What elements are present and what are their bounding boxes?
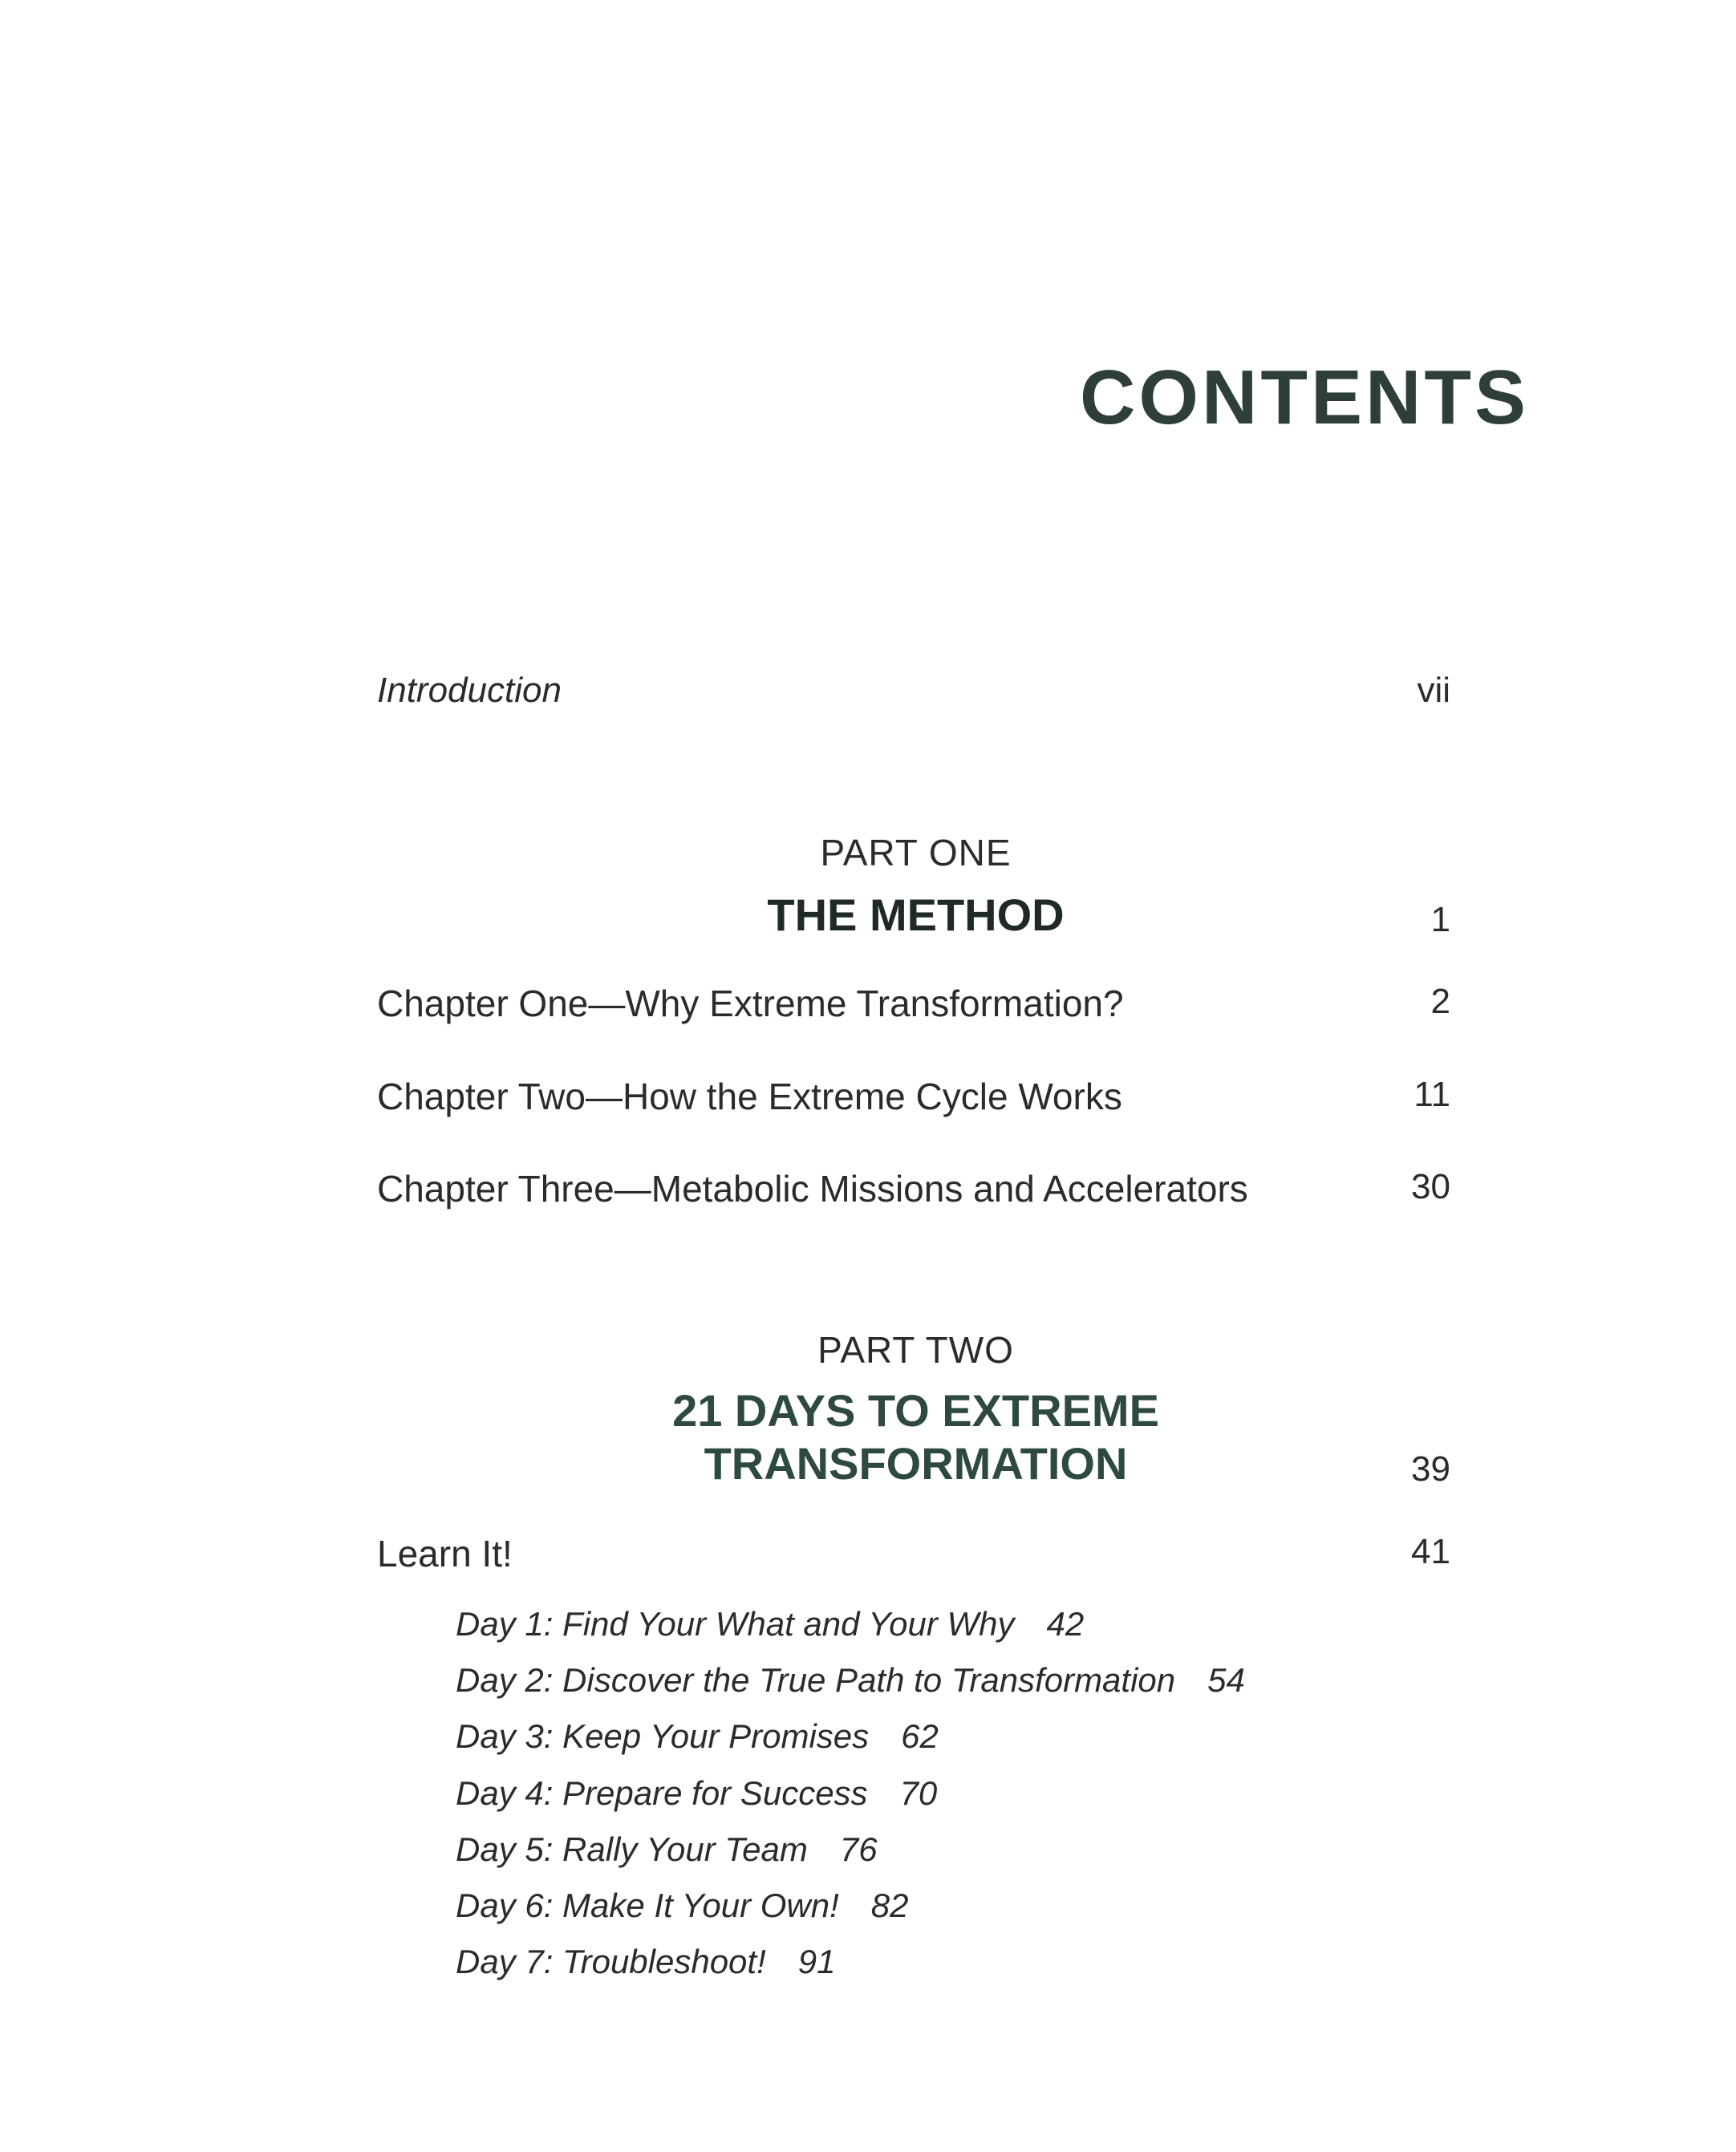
day-page: 42 — [1046, 1605, 1085, 1643]
day-entry — [456, 1596, 1245, 1652]
day-page: 76 — [839, 1830, 878, 1868]
chapter-three-entry: Chapter Three—Metabolic Missions and Accelerators — [377, 1168, 1248, 1210]
day-page: 82 — [870, 1886, 909, 1924]
day-label: Day 6: Make It Your Own! — [456, 1886, 839, 1924]
part-two-page: 39 — [1411, 1449, 1450, 1489]
learn-it-page: 41 — [1411, 1532, 1450, 1571]
day-label: Day 4: Prepare for Success — [456, 1773, 868, 1812]
day-entry — [456, 1934, 1245, 1990]
chapter-three-page: 30 — [1411, 1167, 1450, 1206]
toc-page-introduction: vii — [1417, 671, 1450, 710]
day-entry — [456, 1878, 1245, 1934]
day-entry — [456, 1765, 1245, 1822]
chapter-one-page: 2 — [1430, 982, 1450, 1021]
day-page: 54 — [1207, 1661, 1245, 1700]
day-label: Day 1: Find Your What and Your Why — [456, 1605, 1015, 1643]
chapter-two-entry: Chapter Two—How the Extreme Cycle Works — [377, 1076, 1122, 1117]
day-label: Day 2: Discover the True Path to Transformation — [456, 1661, 1176, 1700]
day-page: 70 — [899, 1773, 938, 1812]
day-entry — [456, 1652, 1245, 1708]
toc-entry-introduction: Introduction — [377, 671, 562, 710]
day-page: 91 — [797, 1943, 836, 1981]
part-one-label: PART ONE — [820, 832, 1012, 873]
day-entry — [456, 1708, 1245, 1765]
chapter-two-page: 11 — [1414, 1075, 1450, 1114]
day-page: 62 — [901, 1717, 939, 1756]
chapter-one-entry: Chapter One—Why Extreme Transformation? — [377, 983, 1124, 1024]
day-label: Day 3: Keep Your Promises — [456, 1717, 870, 1756]
day-list — [456, 1596, 1245, 1990]
day-entry — [456, 1822, 1245, 1878]
part-one-page: 1 — [1430, 900, 1450, 939]
part-one-title: THE METHOD — [767, 890, 1065, 940]
day-label: Day 7: Troubleshoot! — [456, 1943, 766, 1981]
part-two-label: PART TWO — [817, 1329, 1014, 1371]
page-title: CONTENTS — [1080, 355, 1529, 440]
learn-it-entry: Learn It! — [377, 1533, 513, 1574]
day-label: Day 5: Rally Your Team — [456, 1830, 808, 1868]
part-two-title-line1: 21 DAYS TO EXTREME — [672, 1385, 1159, 1436]
part-two-title-line2: TRANSFORMATION — [704, 1438, 1128, 1489]
